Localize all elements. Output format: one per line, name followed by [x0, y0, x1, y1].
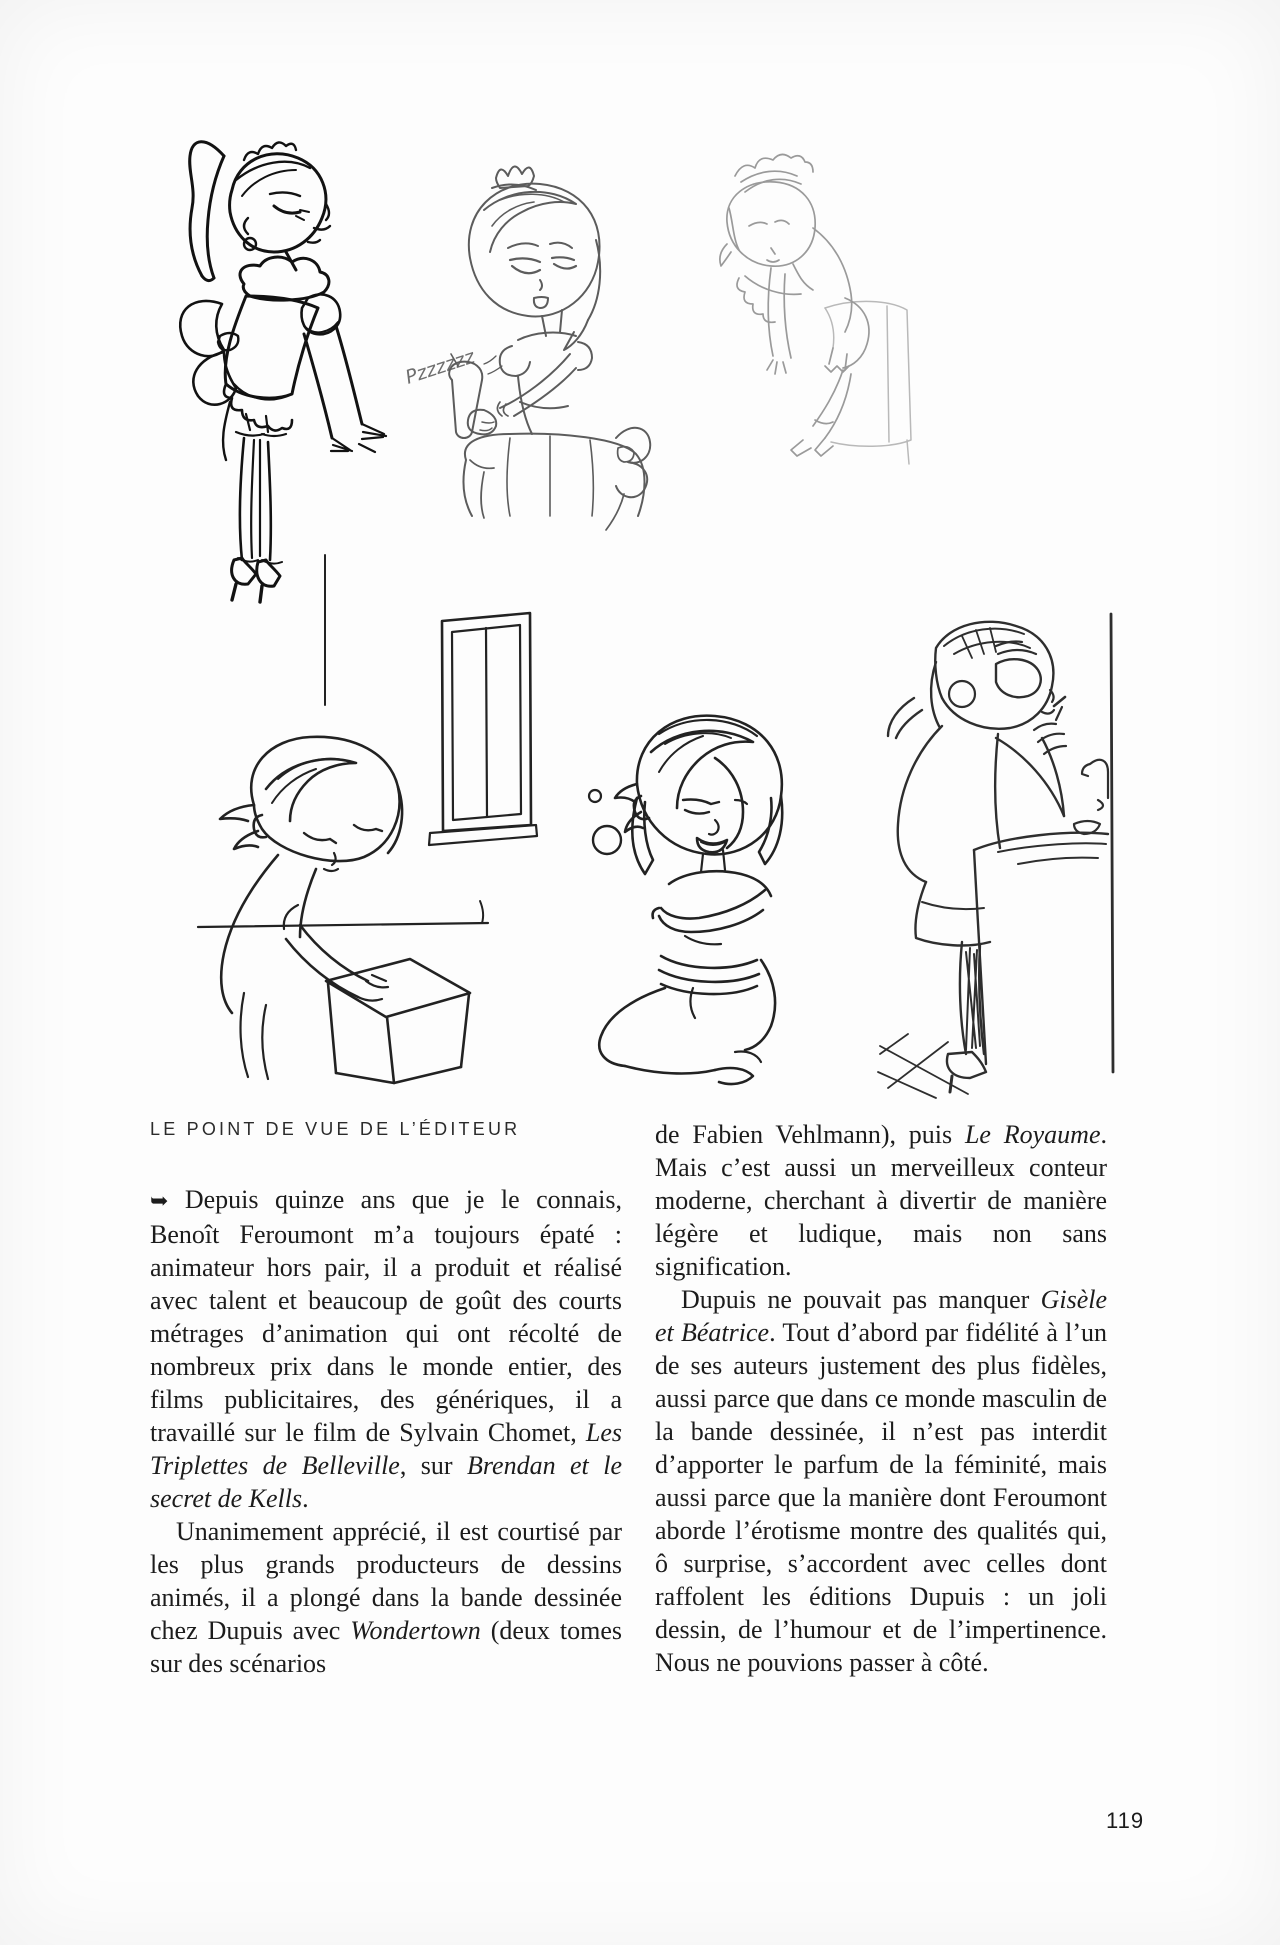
sketch-maid-illustration — [150, 112, 335, 612]
paragraph: de Fabien Vehlmann), puis Le Royaume. Mais c’est aussi un merveilleux conteur moderne, cherchant à divertir de manière légère et ludique, mais non sans signification. — [655, 1120, 1107, 1281]
paragraph: Dupuis ne pouvait pas manquer Gisèle et Béatrice. Tout d’abord par fidélité à l’un de ses auteurs justement des plus fidèles, aussi parce que dans ce monde masculin de la bande dessinée, il n’est pas interdit d’apporter le parfum de la féminité, mais aussi parce que la manière dont Feroumont aborde l’érotisme montre des qualités qui, ô surprise, s’accordent avec celles dont raffolent les éditions Dupuis : un joli dessin, de l’humour et de l’impertinence. Nous ne pouvions passer à côté. — [655, 1285, 1107, 1677]
paragraph: Unanimement apprécié, il est courtisé par les plus grands producteurs de dessins animés, il a plongé dans la bande dessinée chez Dupuis avec Wondertown (deux tomes sur des scénarios — [150, 1517, 623, 1678]
paragraph: ➥ Depuis quinze ans que je le connais, Benoît Feroumont m’a toujours épaté : animateur hors pair, il a produit et réalisé avec talent et beaucoup de goût des courts métrages d’animation qui ont récolté de nombreux prix dans le monde entier, des films publicitaires, des génériques, il a travaillé sur le film de Sylvain Chomet, Les Triplettes de Belleville, sur Brendan et le secret de Kells. — [150, 1185, 622, 1513]
article-right-column — [655, 1118, 1107, 1679]
sketch-pedestal-window-illustration — [158, 553, 533, 1088]
sketch-sitting-bubbles-illustration — [565, 688, 815, 1093]
sketch-princess-pouf-illustration — [400, 140, 655, 535]
article-left-column — [150, 1118, 622, 1680]
page-number: 119 — [1106, 1808, 1145, 1833]
article-heading: LE POINT DE VUE DE L’ÉDITEUR — [150, 1119, 521, 1139]
paragraph-arrow-marker: ➥ — [150, 1189, 169, 1214]
sketch-lipstick-mirror-illustration — [878, 602, 1178, 1097]
sketch-boudoir-bend-illustration — [675, 148, 915, 478]
sound-effect-text: Pzzzzzz — [402, 345, 478, 389]
